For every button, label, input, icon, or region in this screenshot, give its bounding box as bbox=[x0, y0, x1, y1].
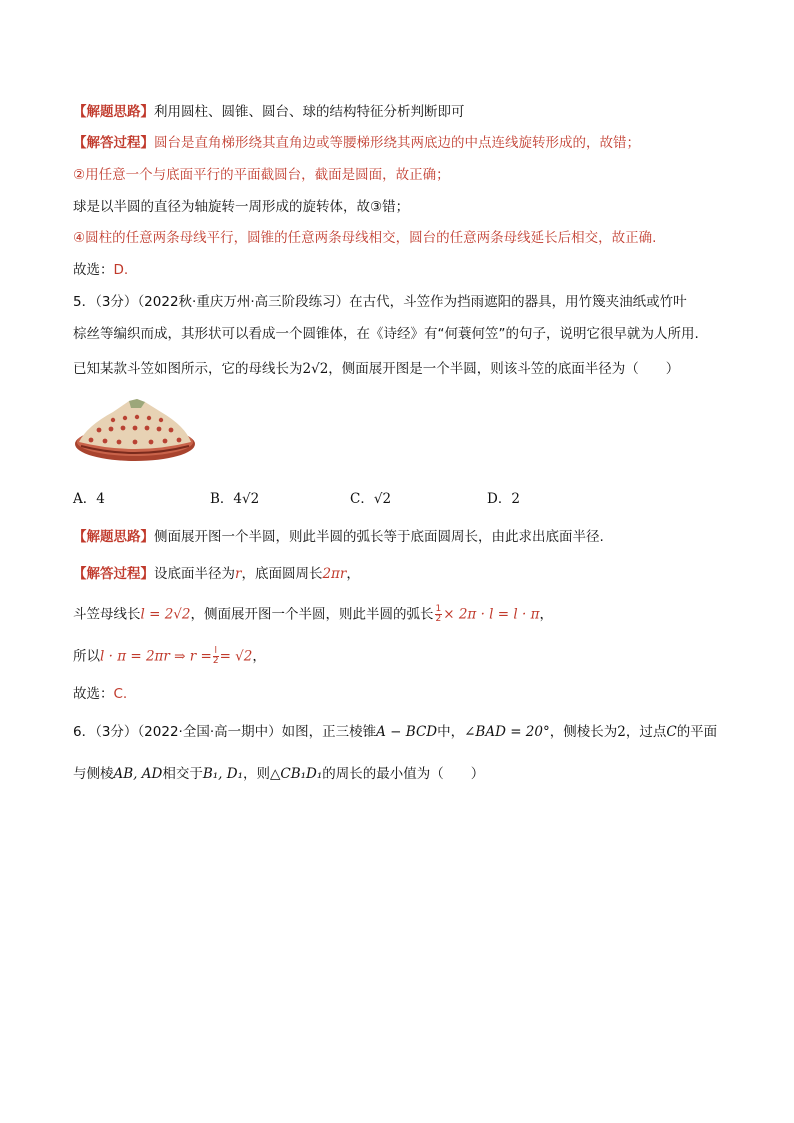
answer-value: C. bbox=[113, 686, 128, 702]
option-a bbox=[73, 487, 105, 507]
option-label: B． bbox=[210, 491, 234, 507]
q4-line3: 球是以半圆的直径为轴旋转一周形成的旋转体，故③错； bbox=[73, 199, 410, 215]
option-label: C． bbox=[350, 491, 374, 507]
thinking-text: 利用圆柱、圆锥、圆台、球的结构特征分析判断即可 bbox=[154, 104, 465, 120]
stem-text: 相交于 bbox=[162, 766, 203, 782]
option-c bbox=[350, 487, 391, 507]
answer-value: D. bbox=[113, 262, 129, 278]
q4-line4: ④圆柱的任意两条母线平行，圆锥的任意两条母线相交，圆台的任意两条母线延长后相交，故正确. bbox=[73, 230, 657, 246]
option-value: 2 bbox=[511, 491, 520, 507]
question-source: （2022秋·重庆万州·高三阶段练习） bbox=[137, 294, 350, 310]
option-d bbox=[487, 487, 520, 507]
option-value: 4 bbox=[96, 491, 105, 507]
q5-stem-line1 bbox=[73, 293, 687, 311]
math: = √2 bbox=[219, 648, 253, 665]
option-value: √2 bbox=[373, 491, 392, 507]
process-tag: 【解答过程】 bbox=[73, 135, 154, 151]
q5-process bbox=[73, 565, 360, 583]
question-score: （3分） bbox=[95, 724, 138, 740]
q4-answer bbox=[73, 261, 128, 279]
stem-text: 如图，正三棱锥 bbox=[281, 724, 377, 740]
q5-process-line3 bbox=[73, 647, 266, 666]
question-number: 6． bbox=[73, 724, 96, 740]
q4-process bbox=[73, 134, 640, 152]
process-math: r bbox=[235, 566, 242, 582]
option-label: D． bbox=[487, 491, 512, 507]
question-stem: 在古代，斗笠作为挡雨遮阳的器具，用竹篾夹油纸或竹叶 bbox=[349, 294, 687, 310]
q4-thinking bbox=[73, 103, 465, 121]
q5-stem-line3 bbox=[73, 360, 679, 378]
fraction-num: 1 bbox=[435, 604, 442, 614]
question-number: 5． bbox=[73, 294, 96, 310]
stem-text: ，过点 bbox=[625, 724, 667, 740]
stem-text: 已知某款斗笠如图所示，它的母线长为 bbox=[73, 361, 303, 377]
stem-math: 2√2 bbox=[302, 361, 329, 377]
stem-text: ，侧面展开图是一个半圆，则该斗笠的底面半径为（ ） bbox=[328, 361, 680, 377]
thinking-text: 侧面展开图一个半圆，则此半圆的弧长等于底面圆周长，由此求出底面半径. bbox=[154, 529, 604, 545]
stem-math: AB, AD bbox=[113, 766, 163, 782]
answer-prefix: 故选： bbox=[73, 686, 114, 702]
question-source: （2022·全国·高一期中） bbox=[137, 724, 282, 740]
q6-stem-line2 bbox=[73, 765, 484, 783]
stem-text: ，侧棱长为 bbox=[549, 724, 618, 740]
option-value: 4√2 bbox=[233, 491, 260, 507]
math: × 2π · l = l · π bbox=[443, 606, 540, 623]
process-text: ，底面圆周长 bbox=[241, 566, 323, 582]
stem-math: B₁, D₁ bbox=[202, 766, 243, 782]
stem-math: C bbox=[666, 724, 677, 740]
text: ， bbox=[539, 606, 553, 623]
bamboo-hat-image bbox=[73, 396, 198, 466]
text: 斗笠母线长 bbox=[73, 606, 141, 623]
fraction bbox=[213, 647, 219, 666]
stem-math: A − BCD bbox=[376, 724, 438, 740]
option-b bbox=[210, 487, 259, 507]
q4-line2: ②用任意一个与底面平行的平面截圆台，截面是圆面，故正确； bbox=[73, 167, 450, 183]
math: l · π = 2πr ⇒ r = bbox=[100, 648, 212, 665]
math: l = 2√2 bbox=[140, 606, 191, 623]
q5-answer bbox=[73, 685, 127, 703]
fraction-num: l bbox=[214, 646, 217, 656]
stem-text: 的平面 bbox=[676, 724, 718, 740]
fraction-den: 2 bbox=[212, 656, 219, 666]
answer-prefix: 故选： bbox=[73, 262, 114, 278]
question-score: （3分） bbox=[95, 294, 138, 310]
thinking-tag: 【解题思路】 bbox=[73, 104, 154, 120]
process-math: 2πr bbox=[322, 566, 347, 582]
stem-math: 2 bbox=[617, 724, 626, 740]
text: ， bbox=[252, 648, 266, 665]
fraction-den: 2 bbox=[435, 614, 442, 624]
fraction bbox=[435, 605, 443, 624]
q5-process-line2 bbox=[73, 605, 553, 624]
text: 所以 bbox=[73, 648, 100, 665]
q5-thinking bbox=[73, 528, 604, 546]
process-tag: 【解答过程】 bbox=[73, 566, 154, 582]
process-text: ， bbox=[346, 566, 360, 582]
stem-text: 中， bbox=[437, 724, 465, 740]
text: ，侧面展开图一个半圆，则此半圆的弧长 bbox=[190, 606, 434, 623]
q5-stem-line2: 棕丝等编织而成，其形状可以看成一个圆锥体，在《诗经》有“何蓑何笠”的句子，说明它很早就为人所用. bbox=[73, 326, 699, 342]
process-text: 圆台是直角梯形绕其直角边或等腰梯形绕其两底边的中点连线旋转形成的，故错； bbox=[154, 135, 640, 151]
stem-text: ，则 bbox=[242, 766, 270, 782]
thinking-tag: 【解题思路】 bbox=[73, 529, 154, 545]
option-label: A． bbox=[73, 491, 97, 507]
stem-math: △CB₁D₁ bbox=[269, 766, 323, 782]
process-text: 设底面半径为 bbox=[154, 566, 235, 582]
stem-text: 与侧棱 bbox=[73, 766, 114, 782]
q6-stem-line1 bbox=[73, 723, 717, 741]
stem-math: ∠BAD = 20° bbox=[464, 724, 550, 740]
stem-text: 的周长的最小值为（ ） bbox=[322, 766, 485, 782]
